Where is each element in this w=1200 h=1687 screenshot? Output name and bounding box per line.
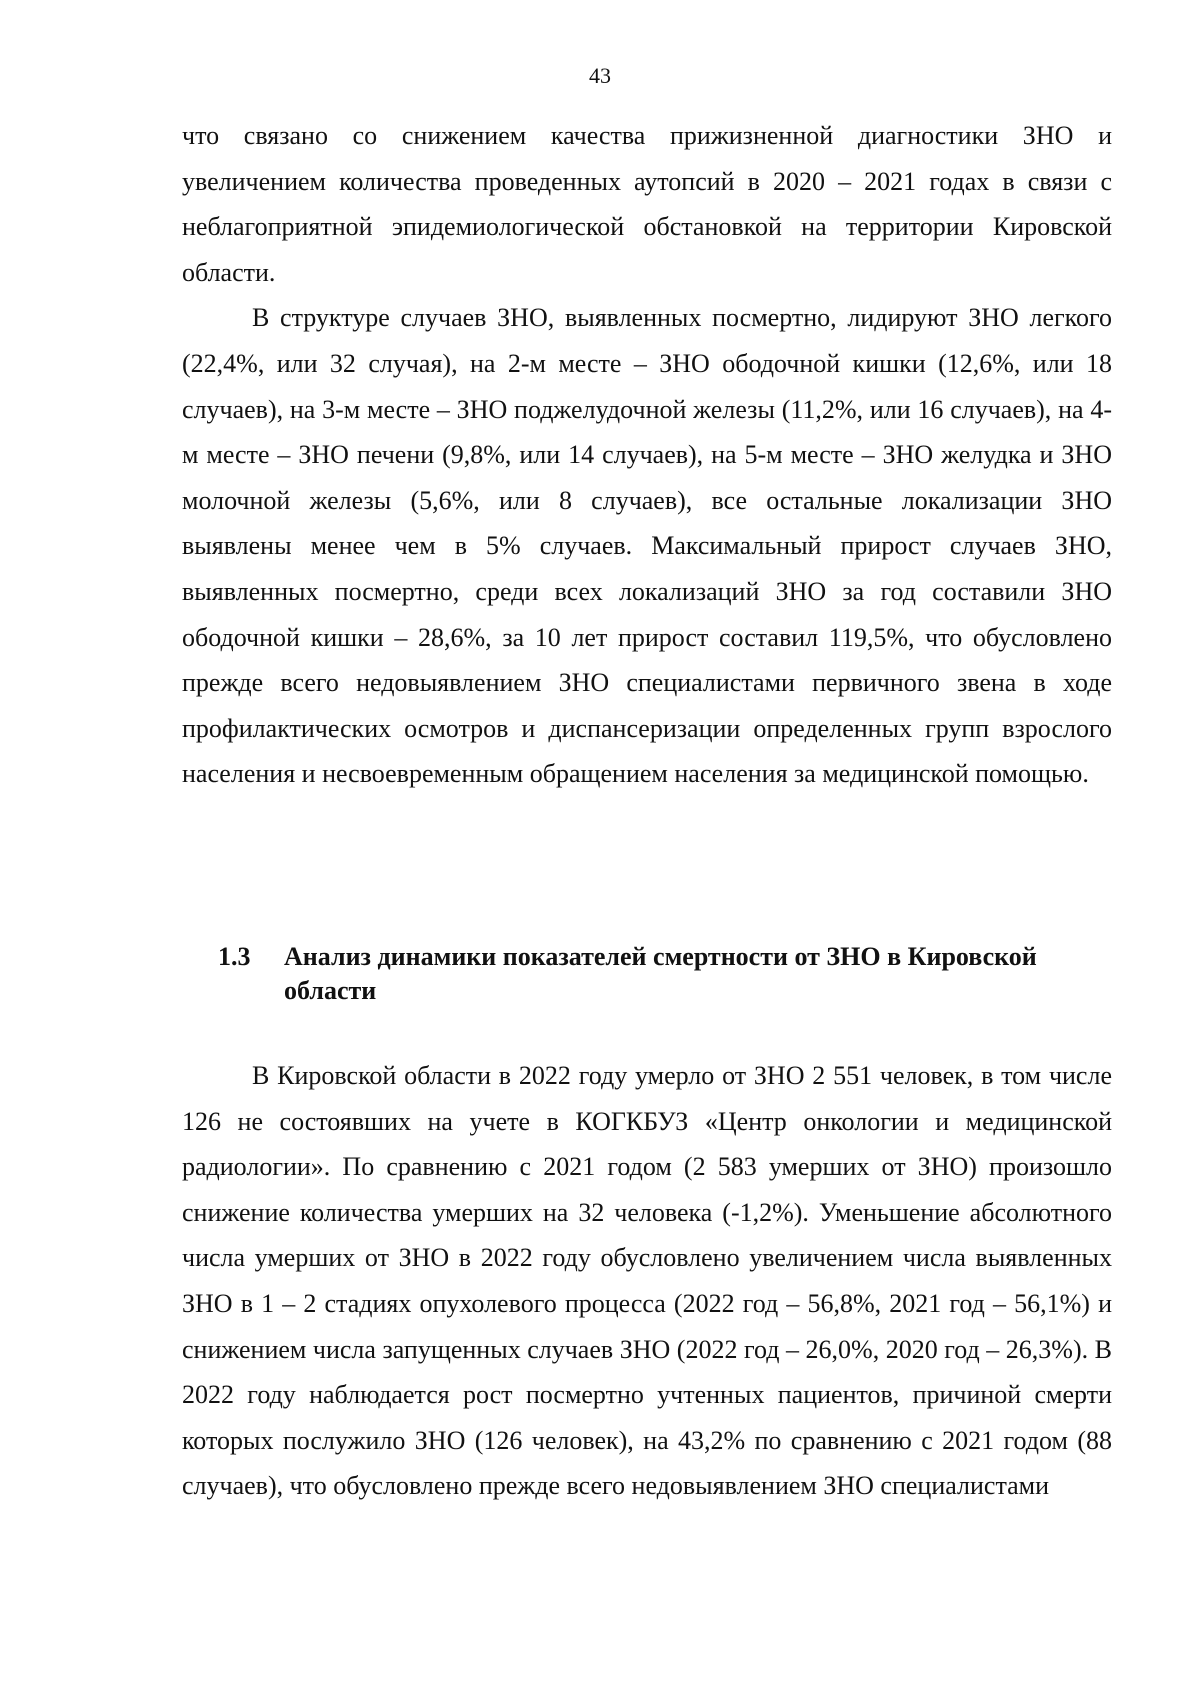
page-number: 43 xyxy=(589,63,611,88)
section-title: Анализ динамики показателей смертности от ЗНО в Кировской области xyxy=(284,942,1037,1005)
paragraph-continuation: что связано со снижением качества прижизненной диагностики ЗНО и увеличением количества проведенных аутопсий в 2020 – 2021 годах в связи с неблагоприятной эпидемиологической обстановкой на территории Кировской области. xyxy=(182,121,1112,287)
section-number: 1.3 xyxy=(218,942,251,971)
body-text-top xyxy=(182,113,1112,797)
body-text-bottom xyxy=(182,1053,1112,1509)
paragraph-posthumous-structure: В структуре случаев ЗНО, выявленных посмертно, лидируют ЗНО легкого (22,4%, или 32 случая), на 2-м месте – ЗНО ободочной кишки (12,6%, или 18 случаев), на 3-м месте – ЗНО поджелудочной железы (11,2%, или 16 случаев), на 4-м месте – ЗНО печени (9,8%, или 14 случаев), на 5-м месте – ЗНО желудка и ЗНО молочной железы (5,6%, или 8 случаев), все остальные локализации ЗНО выявлены менее чем в 5% случаев. Максимальный прирост случаев ЗНО, выявленных посмертно, среди всех локализаций ЗНО за год составили ЗНО ободочной кишки – 28,6%, за 10 лет прирост составил 119,5%, что обусловлено прежде всего недовыявлением ЗНО специалистами первичного звена в ходе профилактических осмотров и диспансеризации определенных групп взрослого населения и несвоевременным обращением населения за медицинской помощью. xyxy=(182,303,1112,789)
section-heading xyxy=(218,940,1118,1008)
paragraph-mortality: В Кировской области в 2022 году умерло от ЗНО 2 551 человек, в том числе 126 не состоявших на учете в КОГКБУЗ «Центр онкологии и медицинской радиологии». По сравнению с 2021 годом (2 583 умерших от ЗНО) произошло снижение количества умерших на 32 человека (-1,2%). Уменьшение абсолютного числа умерших от ЗНО в 2022 году обусловлено увеличением числа выявленных ЗНО в 1 – 2 стадиях опухолевого процесса (2022 год – 56,8%, 2021 год – 56,1%) и снижением числа запущенных случаев ЗНО (2022 год – 26,0%, 2020 год – 26,3%). В 2022 году наблюдается рост посмертно учтенных пациентов, причиной смерти которых послужило ЗНО (126 человек), на 43,2% по сравнению с 2021 годом (88 случаев), что обусловлено прежде всего недовыявлением ЗНО специалистами xyxy=(182,1061,1112,1501)
